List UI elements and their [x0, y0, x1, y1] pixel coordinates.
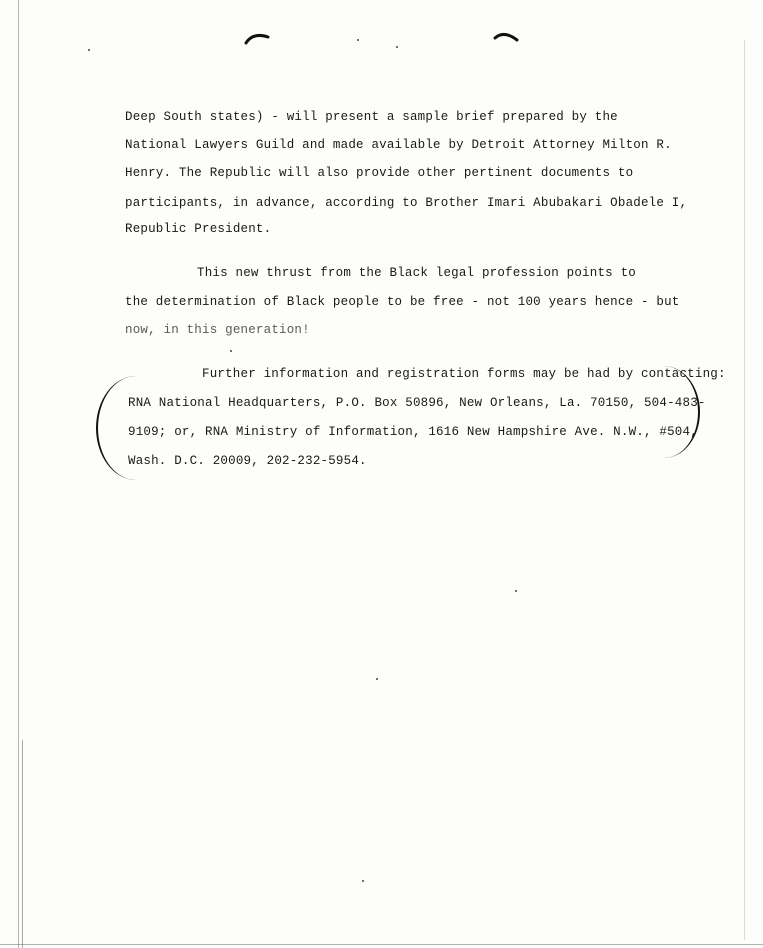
scan-mark-arc-right: [492, 28, 522, 44]
handwritten-bracket-left: [96, 376, 138, 480]
scan-speck: [230, 350, 232, 352]
paragraph-2-line: This new thrust from the Black legal profession points to: [197, 266, 636, 280]
paragraph-1-line: National Lawyers Guild and made available by Detroit Attorney Milton R.: [125, 138, 672, 152]
scan-speck: [357, 39, 359, 41]
scan-speck: [396, 46, 398, 48]
scan-speck: [515, 590, 517, 592]
right-page-edge: [744, 40, 745, 940]
paragraph-1-line: Deep South states) - will present a sample brief prepared by the: [125, 110, 618, 124]
left-binding-edge-inner: [22, 740, 23, 948]
scan-mark-arc-left: [243, 30, 273, 46]
scan-speck: [376, 678, 378, 680]
left-binding-edge: [18, 0, 19, 948]
paragraph-3-line: RNA National Headquarters, P.O. Box 50896, New Orleans, La. 70150, 504-483-: [128, 396, 706, 410]
bottom-page-edge: [0, 944, 763, 945]
paragraph-2-line: now, in this generation!: [125, 323, 310, 337]
paragraph-3-line: Wash. D.C. 20009, 202-232-5954.: [128, 454, 367, 468]
scan-speck: [88, 49, 90, 51]
paragraph-3-line: Further information and registration forms may be had by contacting:: [202, 367, 726, 381]
paragraph-3-line: 9109; or, RNA Ministry of Information, 1616 New Hampshire Ave. N.W., #504,: [128, 425, 698, 439]
scan-speck: [362, 880, 364, 882]
paragraph-1-line: participants, in advance, according to Brother Imari Abubakari Obadele I,: [125, 196, 688, 210]
paragraph-1-line: Republic President.: [125, 222, 272, 236]
paragraph-2-line: the determination of Black people to be free - not 100 years hence - but: [125, 295, 680, 309]
paragraph-1-line: Henry. The Republic will also provide other pertinent documents to: [125, 166, 634, 180]
